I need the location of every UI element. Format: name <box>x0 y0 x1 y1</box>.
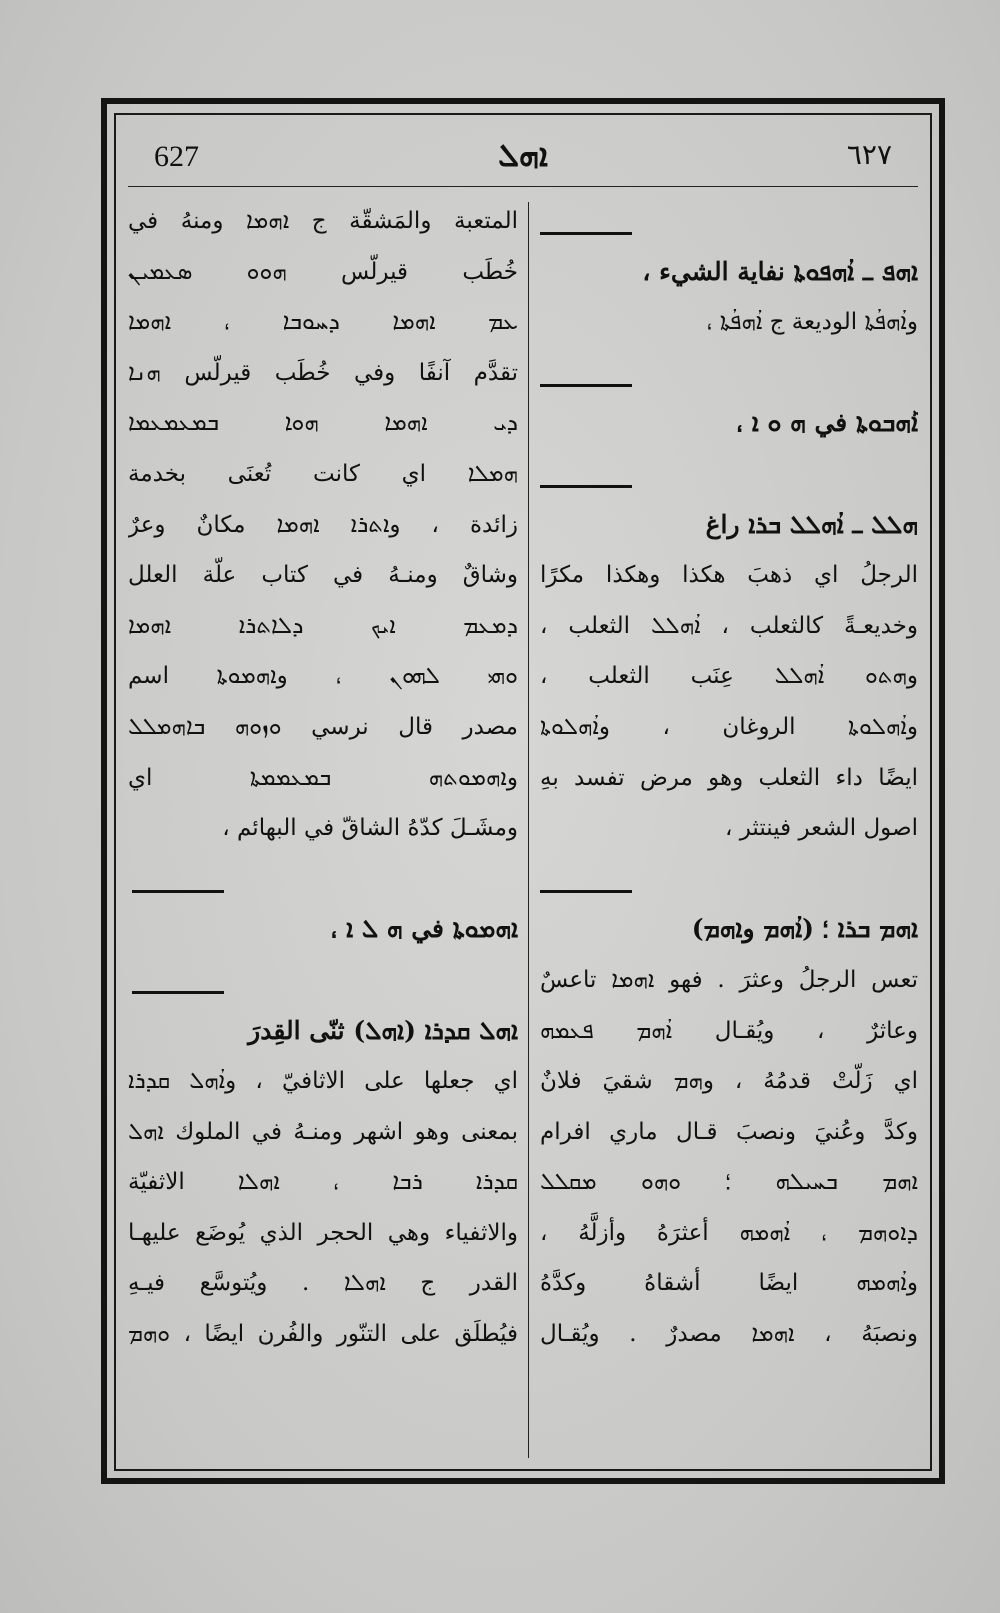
text-line: وشاقٌ ومنـهُ في كتاب علّة العلل <box>128 562 518 589</box>
entry-heading: ܐܗܦ ـ ܐܳܗܦܘܬܐ نفاية الشيء ، <box>642 256 918 286</box>
header-rule <box>128 186 918 187</box>
entry-heading: ܐܗܡ ܒܪܐ ؛ (ܐܳܗܡ وܐܗܡ) <box>691 914 918 944</box>
text-line: ايضًا داء الثعلب وهو مرض تفسد بهِ <box>540 764 918 791</box>
text-line: وكدَّ وعُنيَ ونصبَ قـال ماري افرام <box>540 1118 918 1145</box>
text-line: ܥܡ ܐܗܡܐ ܕܚܘܒܐ ، ܐܗܡܐ <box>128 309 518 336</box>
text-line: اي جعلها على الاثافيّ ، وܐܳܗܠ ܩܕܪܐ <box>128 1068 518 1095</box>
text-line: ܗܡܠܐ اي كانت تُعنَى بخدمة <box>128 460 518 487</box>
entry-separator-rule <box>540 449 918 500</box>
entry-heading: ܐܗܠ ܩܕܪܐ (ܐܗܠ) ثنّى القِدرَ <box>248 1015 518 1045</box>
text-line: تعس الرجلُ وعثرَ . فهو ܐܗܡܐ تاعسٌ <box>540 966 918 993</box>
text-line: المتعبة والمَشقّة ج ܐܗܡܐ ومنهُ في <box>128 208 518 234</box>
text-line: وخديعـةً كالثعلب ، ܐܳܗܠܠ الثعلب ، <box>540 612 918 639</box>
text-line: ܘܗܝ ܠܗܘܢ ، وܐܗܡܘܬܐ اسم <box>128 663 518 690</box>
left-column <box>128 196 518 1360</box>
text-line: خُطَب قيرلّس ܗܘܘ ܣܥܡܝܢ <box>128 258 518 285</box>
text-line: مصدر قال نرسي ܘܙܘܗ ܒܐܗܡܠܠ <box>128 713 518 740</box>
text-line: الرجلُ اي ذهبَ هكذا وهكذا مكرًا <box>540 562 918 589</box>
text-line: تقدَّم آنفًا وفي خُطَب قيرلّس ܗܢܐ <box>128 359 518 386</box>
entry-separator-rule <box>128 955 518 1006</box>
text-line: وعاثرٌ ، ويُقـال ܐܳܗܡ ܦܥܡܗ <box>540 1017 918 1044</box>
text-line: القدر ج ܐܗܠܐ . ويُتوسَّع فيـهِ <box>128 1270 518 1297</box>
text-line: ܕܐܘܗܡ ، ܐܳܗܡܗ أعثرَهُ وأزلَّهُ ، <box>540 1219 918 1246</box>
text-line: وܐܳܗܦܳܬܐ الوديعة ج ܐܳܗܦܳܬܐ ، <box>706 309 918 336</box>
running-headword: ܐܗܠ <box>498 136 548 174</box>
text-line: وܐܗܡܘܬܗ ܒܡܥܡܡܬܐ اي <box>128 764 518 791</box>
text-line: ܩܕܪܐ ܪܒܐ ، ܐܗܠܐ الاثفيّة <box>128 1169 518 1196</box>
right-column <box>540 196 918 1360</box>
entry-separator-rule <box>540 854 918 905</box>
page-header <box>128 134 918 186</box>
text-line: ܕܡܥܡ ܐܝܟ ܕܠܐܬܪܐ ܐܗܡܐ <box>128 612 518 639</box>
text-line: وܗܬܘ ܐܳܗܠܠ عِنَب الثعلب ، <box>540 663 918 690</box>
entry-separator-rule <box>128 854 518 905</box>
entry-heading: ܐܗܡܘܬܐ في ܗ ܠ ܐ ، <box>330 914 518 944</box>
text-line: وܐܳܗܠܘܬܐ الروغان ، وܐܳܗܠܘܬܐ <box>540 713 918 740</box>
text-line: بمعنى وهو اشهر ومنـهُ في الملوك ܐܗܠ <box>128 1118 518 1145</box>
text-line: ܕܝ ܐܗܡܐ ܗܘܐ ܒܡܥܡܥܡܐ <box>128 410 518 437</box>
text-line: اصول الشعر فينتثر ، <box>724 815 918 842</box>
text-line: فيُطلَق على التنّور والفُرن ايضًا ، ܘܗܡ <box>128 1321 518 1348</box>
text-line: والاثفياء وهي الحجر الذي يُوضَع عليهـا <box>128 1219 518 1246</box>
text-line: ومشَـلَ كدّهُ الشاقّ في البهائم ، <box>222 815 518 842</box>
entry-separator-rule <box>540 348 918 399</box>
text-line: ونصبَهُ ، ܐܗܡܐ مصدرٌ . ويُقـال <box>540 1321 918 1348</box>
entry-separator-rule <box>540 196 918 247</box>
text-line: زائدة ، وܐܬܪܐ ܐܗܡܐ مكانٌ وعرٌ <box>128 511 518 538</box>
text-line: ܐܗܡ ܒܚܝܠܗ ؛ ܘܗܘ ܡܩܠܠ <box>540 1169 918 1196</box>
entry-heading: ܗܠܠ ـ ܐܳܗܠܠ ܒܪܐ راغ <box>705 509 918 539</box>
entry-heading: ܐܰܗܒܘܬܐ في ܗ ܘ ܐ ، <box>736 408 918 438</box>
page-number-latin: 627 <box>154 140 199 173</box>
page-number-arabic: ٦٢٧ <box>846 138 892 171</box>
text-line: اي زَلّتْ قدمُهُ ، وܗܡ شقيَ فلانٌ <box>540 1068 918 1095</box>
column-divider <box>528 202 529 1458</box>
text-line: وܐܳܗܡܗ ايضًا أشقاهُ وكدَّهُ <box>540 1270 918 1297</box>
